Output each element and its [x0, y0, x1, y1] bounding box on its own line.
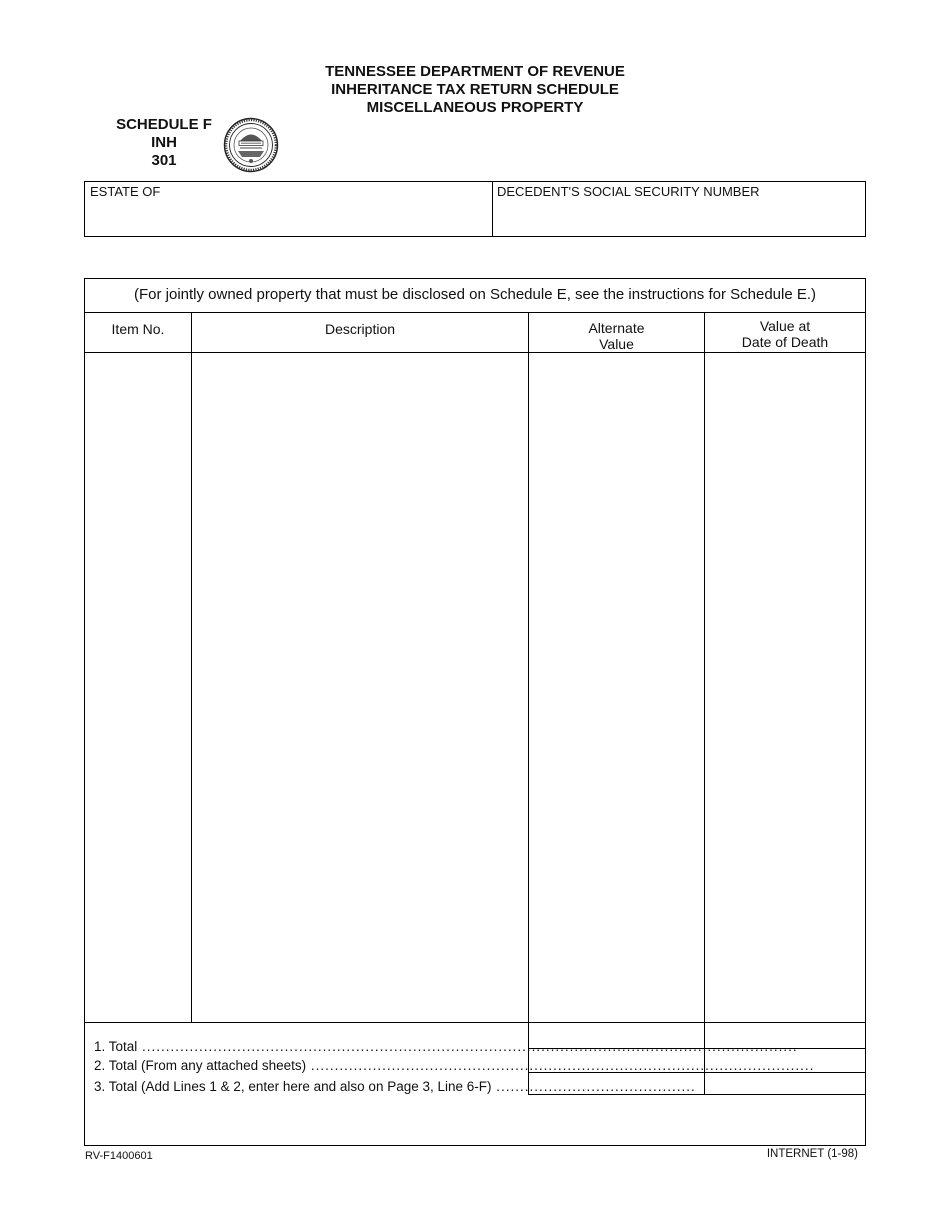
total-3-alternate-value-field[interactable]: [530, 1074, 703, 1093]
joint-property-note: (For jointly owned property that must be disclosed on Schedule E, see the instructions for Schedule E.): [133, 286, 817, 303]
estate-of-label: ESTATE OF: [90, 184, 161, 199]
total-line-3-label: 3. Total (Add Lines 1 & 2, enter here and also on Page 3, Line 6-F): [94, 1079, 492, 1094]
estate-of-field[interactable]: [86, 198, 490, 234]
form-title-line-3: MISCELLANEOUS PROPERTY: [366, 99, 584, 116]
note-divider: [84, 312, 866, 313]
estate-box-divider: [492, 181, 493, 237]
column-header-item-no: Item No.: [111, 321, 165, 337]
description-column-divider: [528, 312, 529, 1095]
form-title-line-1: TENNESSEE DEPARTMENT OF REVENUE: [325, 63, 625, 80]
column-header-value-at-death: [705, 318, 865, 350]
column-header-description: Description: [324, 321, 396, 337]
decedent-ssn-label: DECEDENT'S SOCIAL SECURITY NUMBER: [497, 184, 760, 199]
decedent-ssn-field[interactable]: [495, 198, 863, 234]
header-divider: [84, 352, 866, 353]
form-number: RV-F1400601: [85, 1150, 153, 1162]
value-at-line-2: Date of Death: [741, 334, 829, 350]
total-line-2: 2. Total (From any attached sheets) ..........................................................................................................: [94, 1058, 815, 1073]
schedule-inh: INH: [151, 134, 177, 151]
schedule-label: SCHEDULE F: [116, 116, 212, 133]
entry-area-bottom-line: [84, 1022, 866, 1023]
total-line-3: 3. Total (Add Lines 1 & 2, enter here and also on Page 3, Line 6-F) ..........................................: [94, 1079, 696, 1094]
item-no-entry-area[interactable]: [86, 355, 190, 1021]
total-line-1-label: 1. Total: [94, 1039, 138, 1054]
alternate-value-entry-area[interactable]: [530, 355, 703, 1021]
form-revision: INTERNET (1-98): [766, 1148, 858, 1160]
alternate-value-line-1: Alternate: [588, 320, 645, 336]
column-header-alternate-value: [529, 320, 704, 352]
form-title-line-2: INHERITANCE TAX RETURN SCHEDULE: [331, 81, 619, 98]
total-3-value-at-death-field[interactable]: [706, 1074, 864, 1093]
alternate-value-line-2: Value: [599, 336, 634, 352]
item-no-column-divider: [191, 312, 192, 1023]
total-1-value-at-death-field[interactable]: [706, 1025, 864, 1047]
total-2-value-at-death-field[interactable]: [706, 1050, 864, 1071]
total-2-alternate-value-field[interactable]: [530, 1050, 703, 1071]
alternate-value-column-divider: [704, 312, 705, 1095]
total-line-3-divider: [528, 1094, 866, 1095]
total-1-alternate-value-field[interactable]: [530, 1025, 703, 1047]
tennessee-state-seal-icon: [223, 117, 279, 173]
total-line-2-label: 2. Total (From any attached sheets): [94, 1058, 307, 1073]
total-line-1: 1. Total ..........................................................................................................................................: [94, 1039, 798, 1054]
value-at-death-entry-area[interactable]: [706, 355, 864, 1021]
description-entry-area[interactable]: [193, 355, 527, 1021]
value-at-line-1: Value at: [759, 318, 811, 334]
schedule-number: 301: [151, 152, 177, 169]
